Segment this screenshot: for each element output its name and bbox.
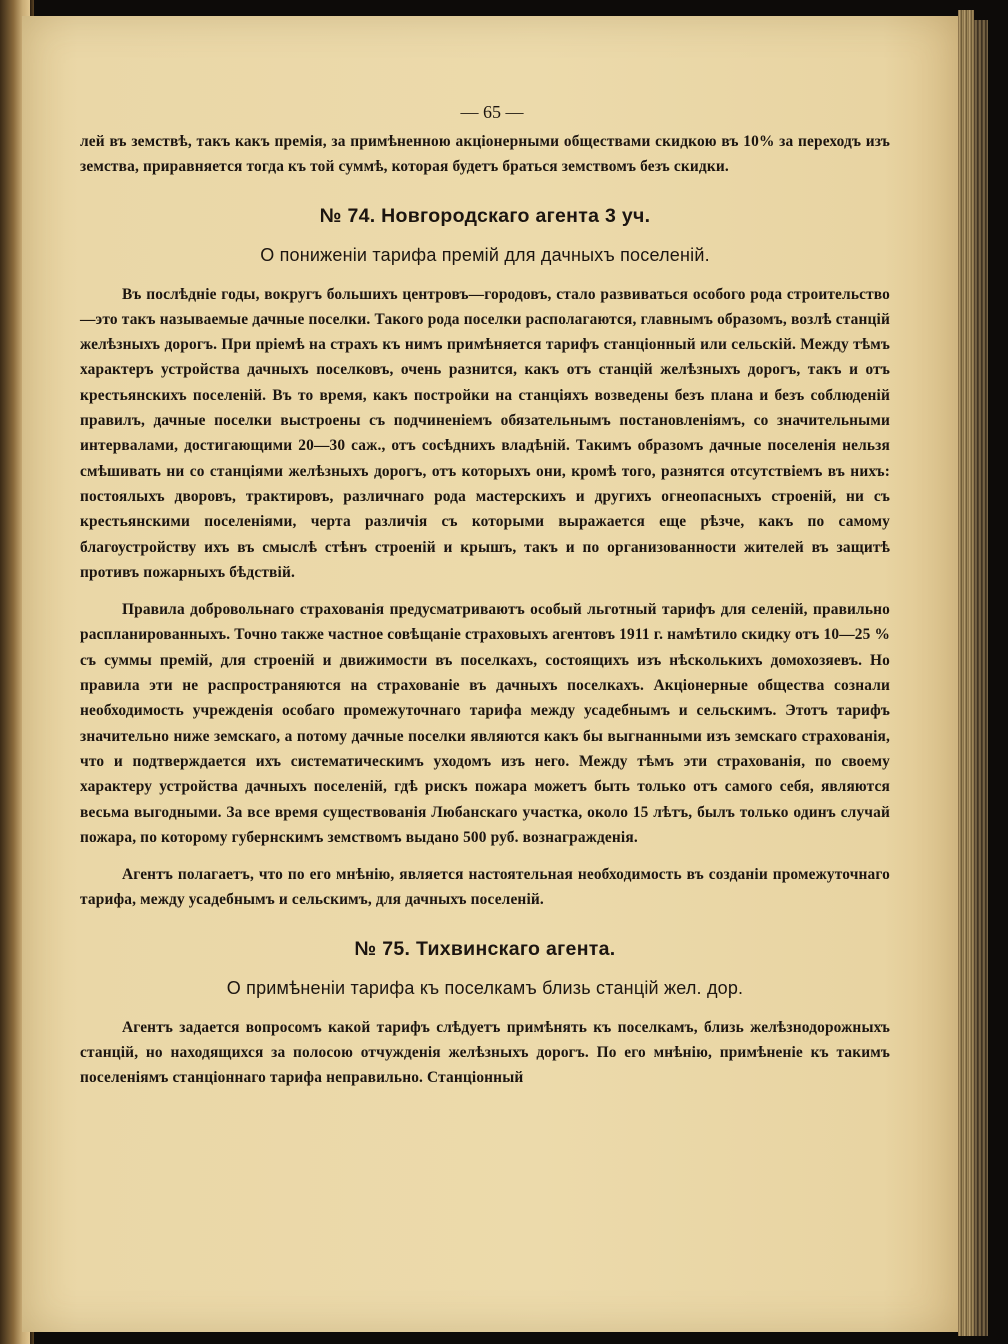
page-number: — 65 — xyxy=(460,102,524,122)
section-74-subheading: О пониженіи тарифа премій для дачныхъ поселеній. xyxy=(260,244,710,265)
section-75-paragraph-1: Агентъ задается вопросомъ какой тарифъ слѣдуетъ примѣнять къ поселкамъ, близь желѣзнодорожныхъ станцій, но находящихся за полосою отчужденія желѣзныхъ дорогъ. По его мнѣнію, примѣненіе къ такимъ поселеніямъ станціоннаго тарифа неправильно. Станціонный xyxy=(80,1018,890,1087)
section-74-paragraph-3: Агентъ полагаетъ, что по его мнѣнію, является настоятельная необходимость въ созданіи промежуточнаго тарифа, между усадебнымъ и сельскимъ, для дачныхъ поселеній. xyxy=(80,866,890,909)
section-75-heading: № 75. Тихвинскаго агента. xyxy=(354,937,616,960)
page-stack-edge xyxy=(958,10,974,1336)
page-stack-edge-dark xyxy=(974,20,988,1336)
intro-paragraph: лей въ земствѣ, такъ какъ премія, за примѣненною акціонерными обществами скидкою въ 10% за переходъ изъ земства, приравняется тогда къ той суммѣ, которая будетъ браться земствомъ безъ скидки. xyxy=(80,133,890,176)
section-74-paragraph-2: Правила добровольнаго страхованія предусматриваютъ особый льготный тарифъ для селеній, правильно распланированныхъ. Точно также частное совѣщаніе страховыхъ агентовъ 1911 г. намѣтило скидку отъ 10—25 % съ суммы премій, для строеній и движимости въ поселкахъ, состоящихъ изъ нѣсколькихъ домохозяевъ. Но правила эти не распространяются на страхованіе въ дачныхъ поселкахъ. Акціонерные общества сознали необходимость учрежденія особаго промежуточнаго тарифа между усадебнымъ и сельскимъ. Этотъ тарифъ значительно ниже земскаго, а потому дачные поселки являются какъ бы выгнанными изъ земскаго страхованія, что и подтверждается ихъ систематическимъ уходомъ изъ него. Между тѣмъ эти страхованія, по своему характеру устройства дачныхъ поселеній, гдѣ рискъ пожара можетъ быть только отъ самого себя, являются весьма выгодными. За все время существованія Любанскаго участка, около 15 лѣтъ, былъ только одинъ случай пожара, по которому губернскимъ земствомъ выдано 500 руб. вознагражденія. xyxy=(80,601,890,846)
section-75-subheading: О примѣненіи тарифа къ поселкамъ близь станцій жел. дор. xyxy=(226,977,744,998)
section-74-paragraph-1: Въ послѣдніе годы, вокругъ большихъ центровъ—городовъ, стало развиваться особого рода строительство—это такъ называемые дачные поселки. Такого рода поселки располагаются, главнымъ образомъ, возлѣ станцій желѣзныхъ дорогъ. При пріемѣ на страхъ къ нимъ примѣняется тарифъ станціонный или сельскій. Между тѣмъ характеръ устройства дачныхъ поселковъ, очень разнится, какъ отъ станцій желѣзныхъ дорогъ, такъ и отъ крестьянскихъ поселеній. Въ то время, какъ постройки на станціяхъ возведены безъ плана и безъ соблюденій правилъ, дачные поселки выстроены съ подчиненіемъ обязательнымъ постановленіямъ, со значительными интервалами, достигающими 20—30 саж., отъ сосѣднихъ владѣній. Такимъ образомъ дачные поселенія нельзя смѣшивать ни со станціями желѣзныхъ дорогъ, отъ которыхъ они, кромѣ того, разнятся отсутствіемъ въ нихъ: постоялыхъ дворовъ, трактировъ, различнаго рода мастерскихъ и другихъ огнеопасныхъ строеній, ни съ крестьянскими поселеніями, черта различія съ которыми выражается еще рѣзче, какъ по самому благоустройству ихъ въ смыслѣ стѣнъ строеній и крышъ, такъ и по организованности жителей въ защитѣ противъ пожарныхъ бѣдствій. xyxy=(80,285,890,581)
page-text xyxy=(80,96,890,1091)
section-74-heading: № 74. Новгородскаго агента 3 уч. xyxy=(319,204,651,227)
